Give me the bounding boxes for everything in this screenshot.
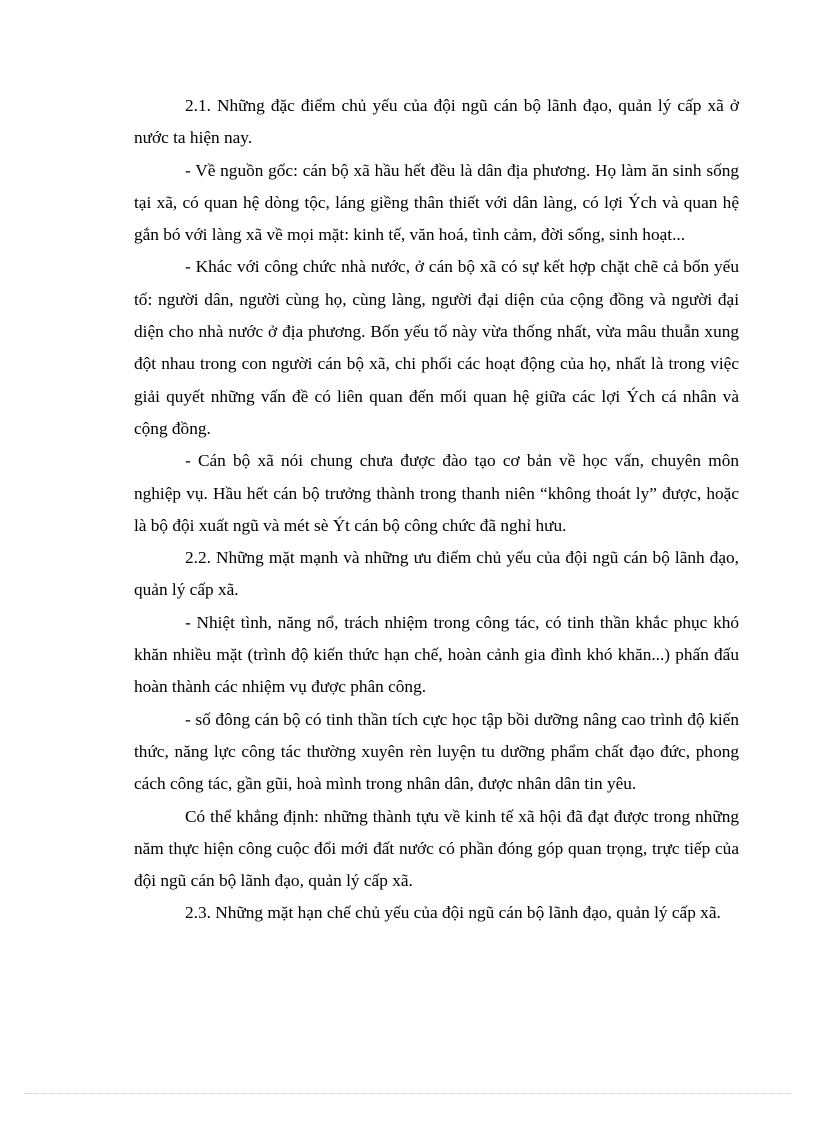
paragraph-learning: - số đông cán bộ có tinh thần tích cực học tập bồi dưỡng nâng cao trình độ kiến thức, năng lực công tác thường xuyên rèn luyện tu dưỡng phẩm chất đạo đức, phong cách công tác, gần gũi, hoà mình trong nhân dân, được nhân dân tin yêu. xyxy=(134,709,739,794)
paragraph-four-factors: - Khác với công chức nhà nước, ở cán bộ xã có sự kết hợp chặt chẽ cả bốn yếu tố: người dân, người cùng họ, cùng làng, người đại diện của cộng đồng và người đại diện cho nhà nước ở địa phương. Bốn yếu tố này vừa thống nhất, vừa mâu thuẫn xung đột nhau trong con người cán bộ xã, chi phối các hoạt động của họ, nhất là trong việc giải quyết những vấn đề có liên quan đến mối quan hệ giữa các lợi Ých cá nhân và cộng đồng. xyxy=(134,257,739,438)
section-heading-2-3: 2.3. Những mặt hạn chế chủ yếu của đội ngũ cán bộ lãnh đạo, quản lý cấp xã. xyxy=(185,903,721,923)
paragraph-origin: - Về nguồn gốc: cán bộ xã hầu hết đều là dân địa phương. Họ làm ăn sinh sống tại xã, có quan hệ dòng tộc, láng giềng thân thiết với dân làng, có lợi Ých và quan hệ gắn bó với làng xã về mọi mặt: kinh tế, văn hoá, tình cảm, đời sống, sinh hoạt... xyxy=(134,160,739,245)
document-body xyxy=(134,90,739,930)
section-heading-2-1: 2.1. Những đặc điểm chủ yếu của đội ngũ cán bộ lãnh đạo, quản lý cấp xã ở nước ta hiện nay. xyxy=(134,96,739,148)
section-heading-2-2: 2.2. Những mặt mạnh và những ưu điểm chủ yếu của đội ngũ cán bộ lãnh đạo, quản lý cấp xã. xyxy=(134,548,739,600)
paragraph-training: - Cán bộ xã nói chung chưa được đào tạo cơ bản về học vấn, chuyên môn nghiệp vụ. Hầu hết cán bộ trưởng thành trong thanh niên “không thoát ly” được, hoặc là bộ đội xuất ngũ và mét sè Ýt cán bộ công chức đã nghỉ hưu. xyxy=(134,451,739,535)
page-bottom-divider xyxy=(24,1093,792,1094)
paragraph-affirmation: Có thể khẳng định: những thành tựu về kinh tế xã hội đã đạt được trong những năm thực hiện công cuộc đổi mới đất nước có phần đóng góp quan trọng, trực tiếp của đội ngũ cán bộ lãnh đạo, quản lý cấp xã. xyxy=(134,806,739,891)
paragraph-enthusiasm: - Nhiệt tình, năng nổ, trách nhiệm trong công tác, có tinh thần khắc phục khó khăn nhiều mặt (trình độ kiến thức hạn chế, hoàn cảnh gia đình khó khăn...) phấn đấu hoàn thành các nhiệm vụ được phân công. xyxy=(134,612,739,697)
